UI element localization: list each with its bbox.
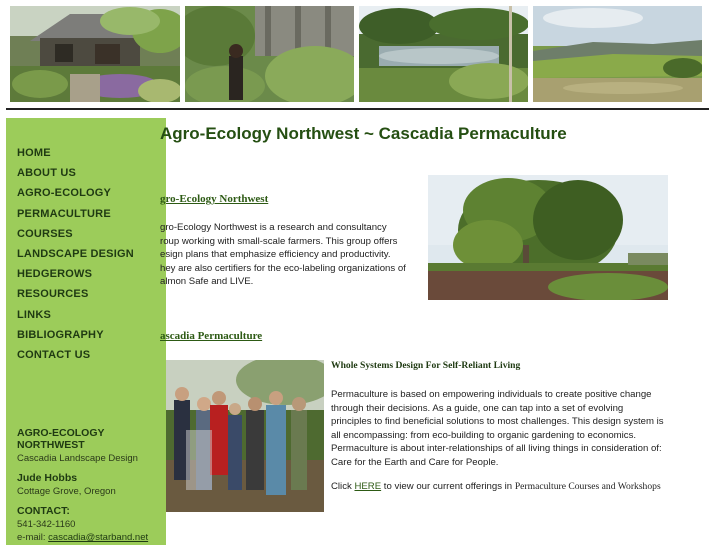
nav-landscape-design[interactable]: LANDSCAPE DESIGN [17,247,134,260]
nav-agro-ecology[interactable]: AGRO-ECOLOGY [17,187,112,200]
nav-about-us[interactable]: ABOUT US [17,167,77,180]
page-title: Agro-Ecology Northwest ~ Cascadia Permaculture [160,124,567,143]
contact-label: CONTACT: [17,505,70,517]
group-photo [166,360,324,512]
nav-permaculture[interactable]: PERMACULTURE [17,207,111,220]
contact-email-link[interactable]: cascadia@starband.net [48,532,149,543]
permaculture-tagline: Whole Systems Design For Self-Reliant Living [331,360,521,371]
body-line: Permaculture is about inter-relationships of all living things in consideration of: [331,443,662,455]
section-agro-ecology-heading[interactable]: gro-Ecology Northwest [160,193,269,205]
body-line: all encompassing: from eco-building to organic gardening to economics. [331,429,637,441]
section-permaculture-body [331,388,686,470]
nav-hedgerows[interactable]: HEDGEROWS [17,268,93,281]
cta-suffix: Permaculture Courses and Workshops [514,481,661,492]
section-agro-ecology-body [160,221,422,289]
header-photo-garden-house [10,6,180,102]
cta-middle: to view our current offerings in [383,481,513,492]
body-line: through their decisions. As a guide, one can tap into a set of evolving [331,402,624,414]
nav-resources[interactable]: RESOURCES [17,288,89,301]
nav-home[interactable]: HOME [17,147,51,159]
body-line: hey are also certifiers for the eco-labeling organizations of [160,262,406,274]
body-line: roup working with small-scale farmers. This group offers [160,235,398,247]
body-line: Care for the Earth and Care for People. [331,456,499,468]
body-line: Permaculture is based on empowering individuals to create positive change [331,389,652,400]
header-photo-woman-in-garden [185,6,354,102]
trees-photo [428,175,668,300]
body-line: principles to find beneficial solutions to most challenges. This design system is [331,416,664,428]
contact-location: Cottage Grove, Oregon [17,486,116,497]
cta-here-link[interactable]: HERE [354,481,382,492]
header-photo-pond [359,6,528,102]
courses-cta [331,481,661,492]
body-line: almon Safe and LIVE. [160,276,254,288]
contact-org: AGRO-ECOLOGY NORTHWEST [17,427,105,451]
body-line: esign plans that emphasize efficiency and productivity. [160,249,391,261]
sidebar [6,118,166,545]
contact-email-row [17,532,167,543]
contact-org-sub: Cascadia Landscape Design [17,453,138,464]
cta-prefix: Click [331,481,352,492]
section-permaculture-heading[interactable]: ascadia Permaculture [160,330,263,342]
header-photo-landscape [533,6,702,102]
contact-block [17,427,167,543]
contact-person: Jude Hobbs [17,472,78,484]
sidebar-nav [17,143,134,365]
nav-bibliography[interactable]: BIBLIOGRAPHY [17,328,104,341]
nav-contact-us[interactable]: CONTACT US [17,348,91,361]
contact-phone: 541-342-1160 [17,519,76,530]
nav-links[interactable]: LINKS [17,308,51,321]
nav-courses[interactable]: COURSES [17,227,73,240]
header-divider [6,108,709,110]
body-line: gro-Ecology Northwest is a research and consultancy [160,222,387,233]
contact-email-label: e-mail: [17,532,46,543]
